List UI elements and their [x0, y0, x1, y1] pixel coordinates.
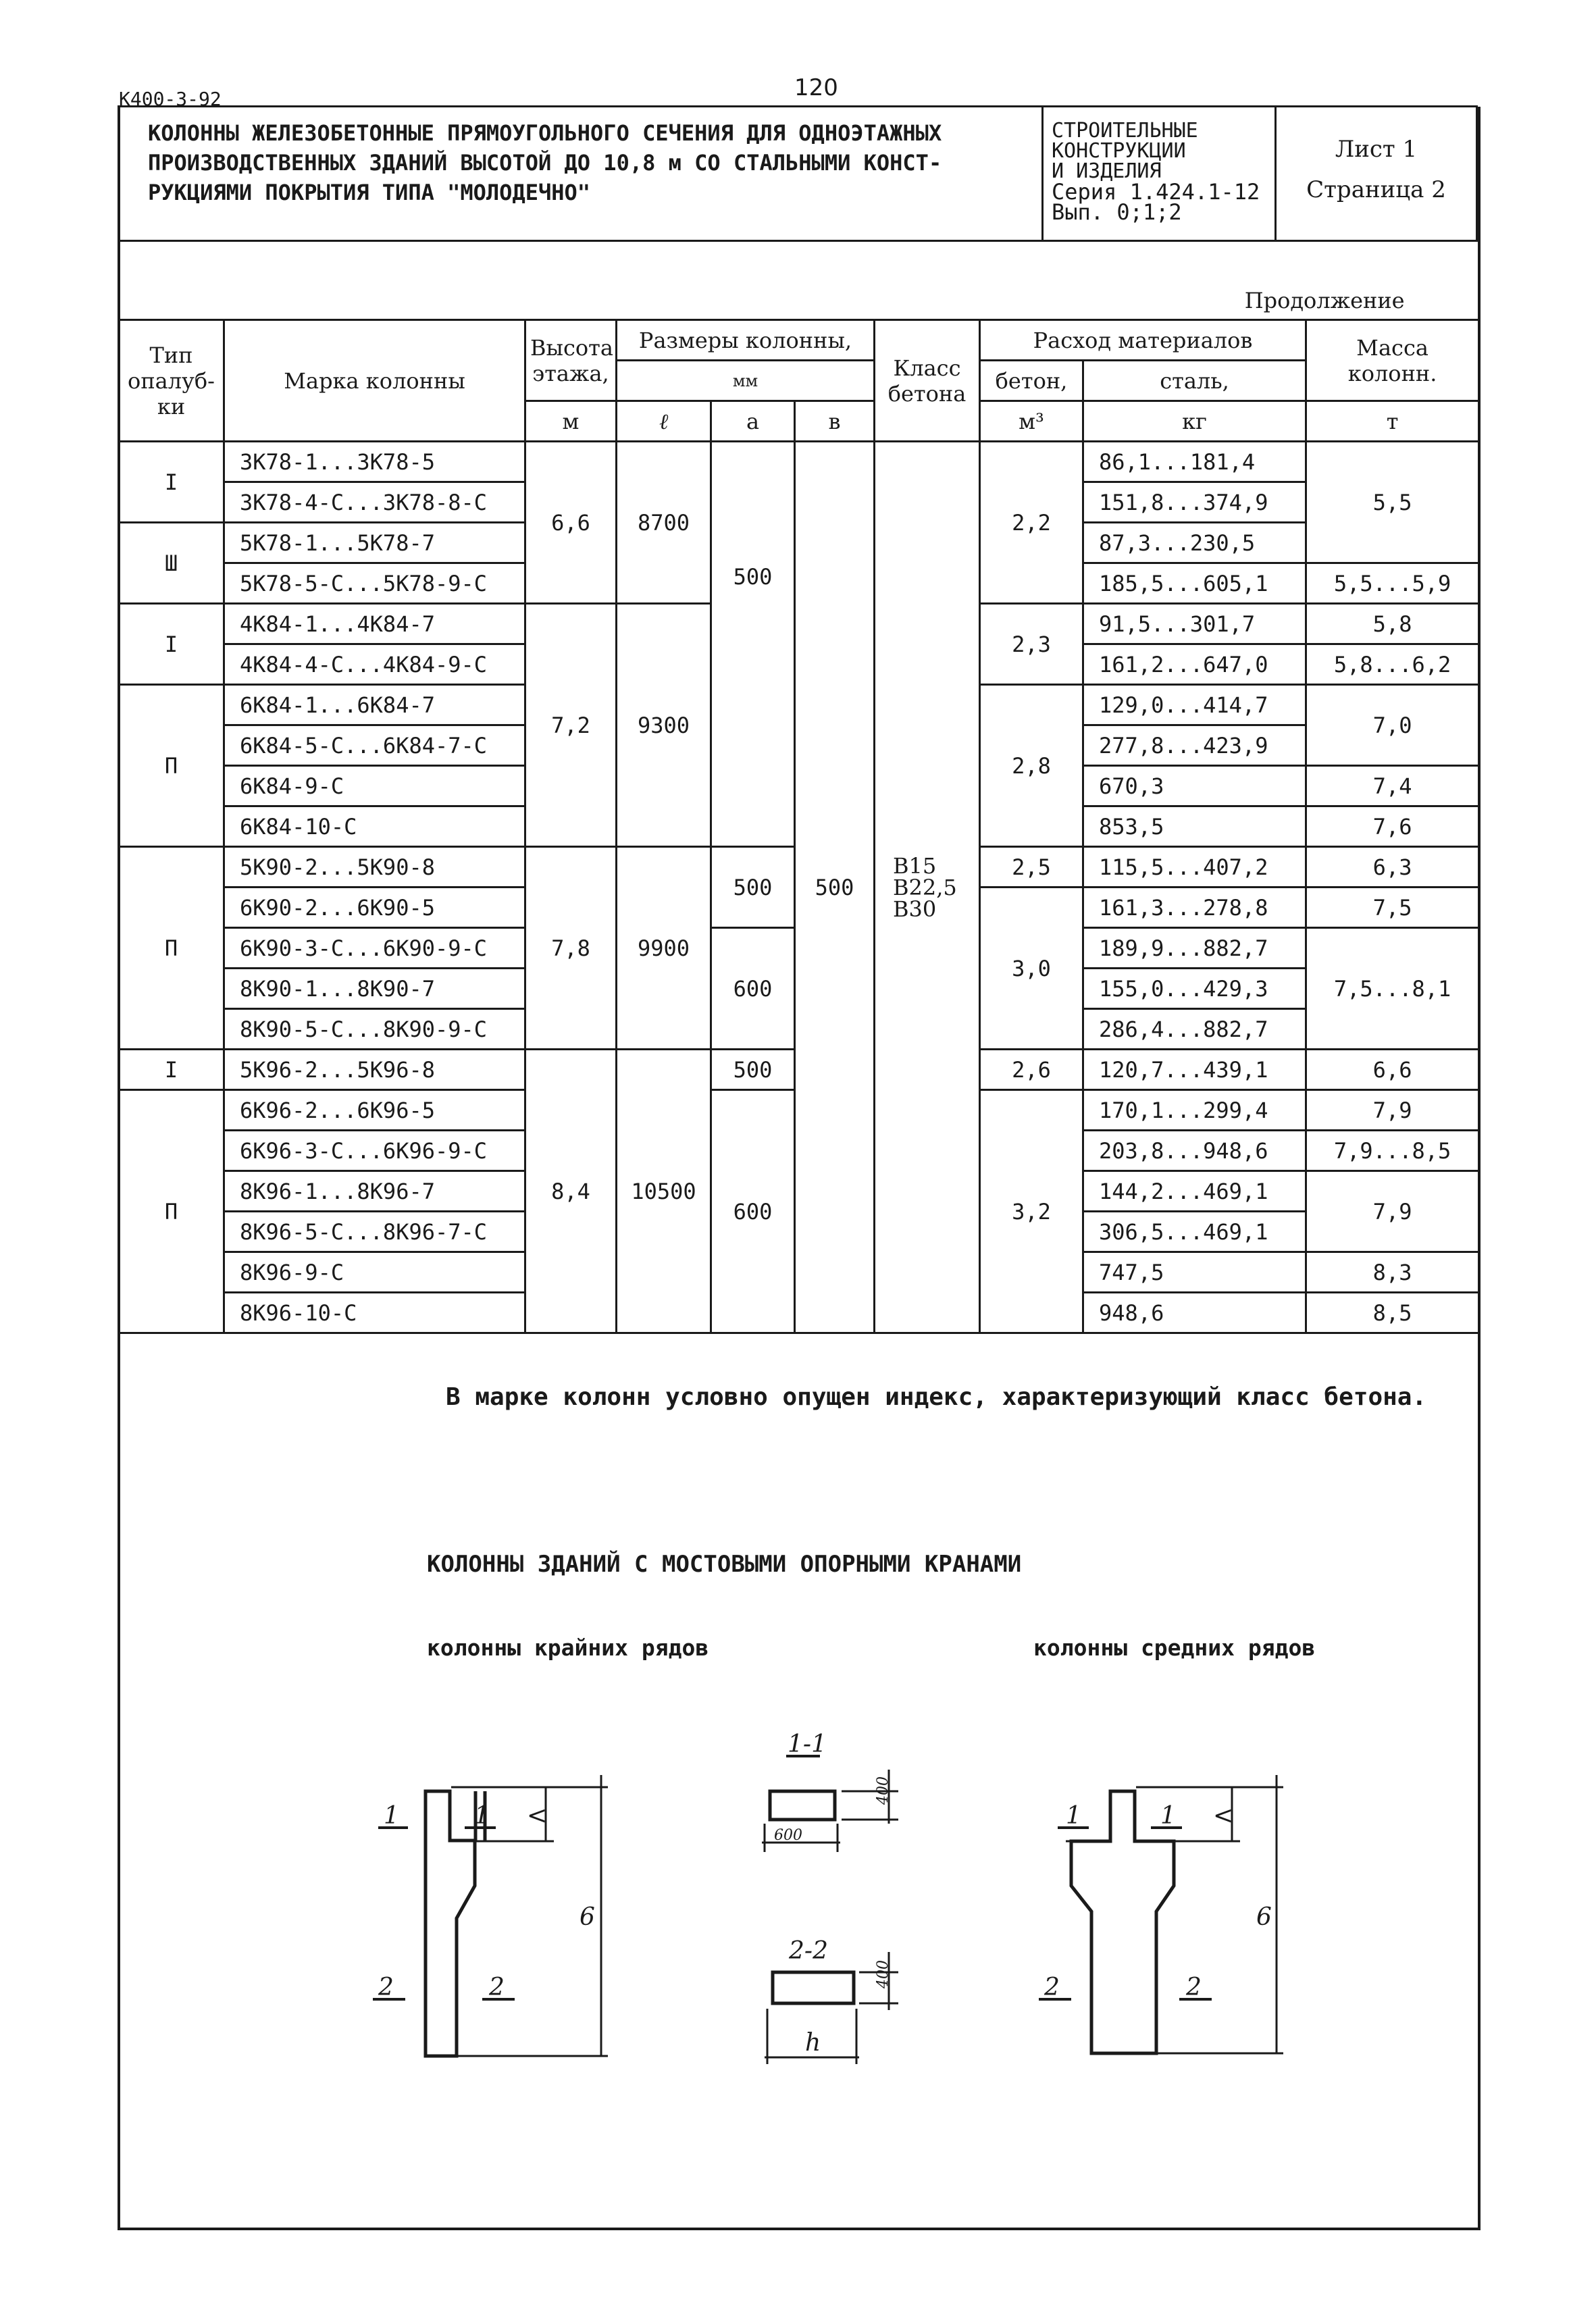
series-line-1: СТРОИТЕЛЬНЫЕ — [1052, 119, 1198, 143]
outer-label-1a: 1 — [384, 1802, 399, 1830]
header-formwork: Тип опалуб-ки — [119, 320, 224, 442]
mass-cell: 7,9 — [1306, 1090, 1479, 1131]
mark-cell: 4К84-4-С...4К84-9-С — [224, 644, 525, 685]
header-dim-b: в — [795, 401, 875, 442]
outer-dim-tick: < — [527, 1802, 548, 1830]
steel-cell: 87,3...230,5 — [1083, 523, 1306, 563]
steel-cell: 277,8...423,9 — [1083, 725, 1306, 766]
header-steel: сталь, — [1083, 361, 1306, 401]
header-height-unit: м — [525, 401, 617, 442]
header-dim-a: a — [711, 401, 795, 442]
length-cell: 9300 — [617, 604, 711, 847]
mass-cell: 5,5...5,9 — [1306, 563, 1479, 604]
header-mass: Масса колонн. — [1306, 320, 1479, 401]
header-dimensions: Размеры колонны, — [617, 320, 875, 361]
outer-label-2a: 2 — [378, 1974, 394, 2001]
steel-cell: 306,5...469,1 — [1083, 1212, 1306, 1252]
title-line-1: КОЛОННЫ ЖЕЛЕЗОБЕТОННЫЕ ПРЯМОУГОЛЬНОГО СЕЧЕНИЯ ДЛЯ ОДНОЭТАЖНЫХ — [148, 120, 942, 146]
formwork-cell: Ш — [119, 523, 224, 604]
header-dim-l: ℓ — [617, 401, 711, 442]
concrete-cell: 2,3 — [980, 604, 1083, 685]
page-number: 120 — [794, 74, 838, 101]
dim-a-cell: 500 — [711, 847, 795, 928]
concrete-cell: 3,0 — [980, 888, 1083, 1050]
dim-a-cell: 500 — [711, 442, 795, 847]
mark-cell: 3К78-1...3К78-5 — [224, 442, 525, 482]
mark-cell: 6К96-2...6К96-5 — [224, 1090, 525, 1131]
mark-cell: 6К84-9-С — [224, 766, 525, 806]
mass-cell: 5,8...6,2 — [1306, 644, 1479, 685]
section-1-1-height: 400 — [875, 1776, 892, 1805]
mass-cell: 7,6 — [1306, 806, 1479, 847]
mark-cell: 8К96-1...8К96-7 — [224, 1171, 525, 1212]
formwork-cell: I — [119, 1050, 224, 1090]
mark-cell: 6К84-1...6К84-7 — [224, 685, 525, 725]
middle-label-2b: 2 — [1186, 1974, 1202, 2001]
outer-columns-label: колонны крайних рядов — [427, 1635, 709, 1661]
steel-cell: 155,0...429,3 — [1083, 969, 1306, 1009]
mass-cell: 8,3 — [1306, 1252, 1479, 1293]
steel-cell: 170,1...299,4 — [1083, 1090, 1306, 1131]
concrete-cell: 2,6 — [980, 1050, 1083, 1090]
steel-cell: 189,9...882,7 — [1083, 928, 1306, 969]
formwork-cell: I — [119, 604, 224, 685]
section-1-1-label: 1-1 — [788, 1730, 827, 1758]
steel-cell: 747,5 — [1083, 1252, 1306, 1293]
concrete-cell: 3,2 — [980, 1090, 1083, 1333]
mark-cell: 6К84-10-С — [224, 806, 525, 847]
outer-label-2b: 2 — [489, 1974, 505, 2001]
mass-cell: 6,6 — [1306, 1050, 1479, 1090]
title-line-3: РУКЦИЯМИ ПОКРЫТИЯ ТИПА "МОЛОДЕЧНО" — [148, 180, 591, 205]
header-steel-unit: кг — [1083, 401, 1306, 442]
series-line-4: Серия 1.424.1-12 — [1052, 179, 1260, 205]
steel-cell: 115,5...407,2 — [1083, 847, 1306, 888]
middle-label-2a: 2 — [1044, 1974, 1060, 2001]
mass-cell: 7,9 — [1306, 1171, 1479, 1252]
header-mass-unit: т — [1306, 401, 1479, 442]
steel-cell: 161,2...647,0 — [1083, 644, 1306, 685]
class-3: В30 — [893, 896, 937, 922]
height-cell: 8,4 — [525, 1050, 617, 1333]
length-cell: 10500 — [617, 1050, 711, 1333]
outer-column-drawing — [373, 1775, 608, 2056]
mass-cell: 6,3 — [1306, 847, 1479, 888]
sheet-label: Лист 1 — [1335, 136, 1418, 163]
length-cell: 9900 — [617, 847, 711, 1050]
header-concrete: бетон, — [980, 361, 1083, 401]
steel-cell: 91,5...301,7 — [1083, 604, 1306, 644]
dim-b-cell: 500 — [795, 442, 875, 1333]
steel-cell: 203,8...948,6 — [1083, 1131, 1306, 1171]
mass-cell: 5,5 — [1306, 442, 1479, 563]
document-code: К400-3-92 — [119, 88, 222, 110]
series-line-3: И ИЗДЕЛИЯ — [1052, 159, 1162, 183]
steel-cell: 120,7...439,1 — [1083, 1050, 1306, 1090]
header-concrete-class: Класс бетона — [875, 320, 980, 442]
height-cell: 7,2 — [525, 604, 617, 847]
class-2: В22,5 — [893, 874, 957, 900]
dim-a-cell: 600 — [711, 1090, 795, 1333]
mark-cell: 4К84-1...4К84-7 — [224, 604, 525, 644]
mark-cell: 6К84-5-С...6К84-7-С — [224, 725, 525, 766]
mark-cell: 5К96-2...5К96-8 — [224, 1050, 525, 1090]
mark-cell: 6К96-3-С...6К96-9-С — [224, 1131, 525, 1171]
concrete-cell: 2,5 — [980, 847, 1083, 888]
steel-cell: 670,3 — [1083, 766, 1306, 806]
concrete-cell: 2,8 — [980, 685, 1083, 847]
steel-cell: 853,5 — [1083, 806, 1306, 847]
section-2-2-height: 400 — [875, 1960, 892, 1988]
mass-cell: 7,5 — [1306, 888, 1479, 928]
page-label: Страница 2 — [1306, 176, 1446, 203]
steel-cell: 151,8...374,9 — [1083, 482, 1306, 523]
steel-cell: 185,5...605,1 — [1083, 563, 1306, 604]
formwork-cell: П — [119, 685, 224, 847]
header-dimensions-unit: мм — [617, 361, 875, 401]
steel-cell: 161,3...278,8 — [1083, 888, 1306, 928]
outer-dim-label: 6 — [580, 1903, 595, 1931]
section-2-2-width: h — [805, 2029, 821, 2057]
mark-cell: 6К90-2...6К90-5 — [224, 888, 525, 928]
mass-cell: 7,4 — [1306, 766, 1479, 806]
concrete-cell: 2,2 — [980, 442, 1083, 604]
mark-cell: 8К90-5-С...8К90-9-С — [224, 1009, 525, 1050]
mass-cell: 7,5...8,1 — [1306, 928, 1479, 1050]
mark-cell: 6К90-3-С...6К90-9-С — [224, 928, 525, 969]
section-2-2-label: 2-2 — [789, 1937, 828, 1965]
mark-cell: 5К90-2...5К90-8 — [224, 847, 525, 888]
steel-cell: 286,4...882,7 — [1083, 1009, 1306, 1050]
formwork-cell: П — [119, 1090, 224, 1333]
mark-cell: 5К78-1...5К78-7 — [224, 523, 525, 563]
steel-cell: 144,2...469,1 — [1083, 1171, 1306, 1212]
mass-cell: 5,8 — [1306, 604, 1479, 644]
middle-columns-label: колонны средних рядов — [1033, 1635, 1316, 1661]
header-concrete-unit: м³ — [980, 401, 1083, 442]
steel-cell: 86,1...181,4 — [1083, 442, 1306, 482]
mark-cell: 3К78-4-С...3К78-8-С — [224, 482, 525, 523]
header-mark: Марка колонны — [224, 320, 525, 442]
series-line-5: Вып. 0;1;2 — [1052, 199, 1182, 225]
height-cell: 6,6 — [525, 442, 617, 604]
length-cell: 8700 — [617, 442, 711, 604]
header-materials: Расход материалов — [980, 320, 1306, 361]
dim-a-cell: 600 — [711, 928, 795, 1050]
mass-cell: 8,5 — [1306, 1293, 1479, 1333]
formwork-cell: I — [119, 442, 224, 523]
height-cell: 7,8 — [525, 847, 617, 1050]
middle-dim-tick: < — [1213, 1802, 1234, 1830]
series-line-2: КОНСТРУКЦИИ — [1052, 139, 1186, 163]
middle-dim-label: 6 — [1256, 1903, 1272, 1931]
concrete-class-note: В марке колонн условно опущен индекс, характеризующий класс бетона. — [446, 1383, 1427, 1411]
steel-cell: 948,6 — [1083, 1293, 1306, 1333]
middle-label-1a: 1 — [1066, 1802, 1081, 1830]
diagram-title: КОЛОННЫ ЗДАНИЙ С МОСТОВЫМИ ОПОРНЫМИ КРАНАМИ — [427, 1551, 1022, 1578]
formwork-cell: П — [119, 847, 224, 1050]
title-line-2: ПРОИЗВОДСТВЕННЫХ ЗДАНИЙ ВЫСОТОЙ ДО 10,8 м СО СТАЛЬНЫМИ КОНСТ- — [148, 150, 942, 176]
outer-label-1b: 1 — [474, 1802, 490, 1830]
class-1: В15 — [893, 852, 937, 879]
mark-cell: 8К96-5-С...8К96-7-С — [224, 1212, 525, 1252]
steel-cell: 129,0...414,7 — [1083, 685, 1306, 725]
dim-a-cell: 500 — [711, 1050, 795, 1090]
middle-label-1b: 1 — [1160, 1802, 1176, 1830]
mass-cell: 7,0 — [1306, 685, 1479, 766]
continuation-label: Продолжение — [119, 282, 1479, 320]
mark-cell: 8К96-10-С — [224, 1293, 525, 1333]
mark-cell: 8К90-1...8К90-7 — [224, 969, 525, 1009]
mark-cell: 8К96-9-С — [224, 1252, 525, 1293]
mark-cell: 5К78-5-С...5К78-9-С — [224, 563, 525, 604]
section-1-1-width: 600 — [774, 1827, 802, 1844]
mass-cell: 7,9...8,5 — [1306, 1131, 1479, 1171]
header-height: Высота этажа, — [525, 320, 617, 401]
